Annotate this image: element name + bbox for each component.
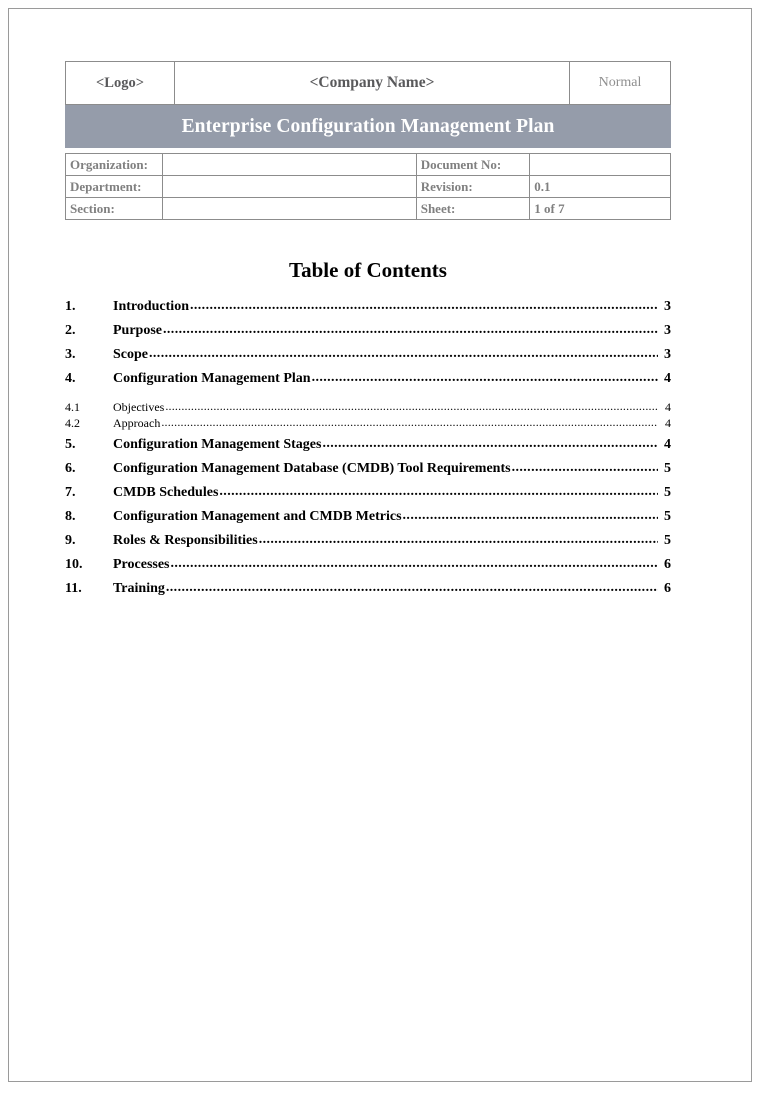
toc-entry-number: 9. xyxy=(65,533,76,548)
toc-entry-title: Configuration Management Stages xyxy=(113,437,322,452)
toc-entry-page-number: 4 xyxy=(665,416,671,430)
toc-entry-title: Objectives xyxy=(113,400,165,414)
toc-entry[interactable] xyxy=(65,581,671,605)
toc-entry[interactable] xyxy=(65,347,671,371)
organization-value xyxy=(163,154,416,176)
toc-entry[interactable] xyxy=(65,461,671,485)
table-of-contents-heading: Table of Contents xyxy=(289,258,447,282)
toc-dot-leader xyxy=(219,484,658,500)
toc-dot-leader xyxy=(312,370,658,386)
toc-entry-number: 2. xyxy=(65,323,76,338)
document-no-label: Document No: xyxy=(416,154,530,176)
toc-entry[interactable] xyxy=(65,323,671,347)
toc-entry-number: 8. xyxy=(65,509,76,524)
toc-entry[interactable] xyxy=(65,400,671,416)
toc-entry-number: 1. xyxy=(65,299,76,314)
toc-entry-number: 10. xyxy=(65,557,83,572)
toc-entry-title: Approach xyxy=(113,416,161,430)
department-value xyxy=(163,176,416,198)
company-name-cell: <Company Name> xyxy=(175,62,570,105)
section-label: Section: xyxy=(66,198,163,220)
sheet-label: Sheet: xyxy=(416,198,530,220)
toc-entry-title: Configuration Management and CMDB Metrics xyxy=(113,509,402,524)
toc-entry-title: Purpose xyxy=(113,323,162,338)
toc-entry-page-number: 3 xyxy=(664,323,671,338)
toc-entry-title: Processes xyxy=(113,557,170,572)
toc-entry-number: 6. xyxy=(65,461,76,476)
toc-entry-title: Roles & Responsibilities xyxy=(113,533,258,548)
toc-dot-leader xyxy=(166,580,658,596)
table-of-contents-list xyxy=(65,299,671,605)
logo-cell: <Logo> xyxy=(66,62,175,105)
toc-entry[interactable] xyxy=(65,416,671,432)
toc-entry-number: 5. xyxy=(65,437,76,452)
toc-entry-title: Scope xyxy=(113,347,148,362)
toc-entry-page-number: 4 xyxy=(664,371,671,386)
revision-value: 0.1 xyxy=(530,176,671,198)
toc-dot-leader xyxy=(161,415,658,430)
toc-dot-leader xyxy=(403,508,658,524)
toc-entry-number: 7. xyxy=(65,485,76,500)
page-content xyxy=(65,61,671,605)
toc-dot-leader xyxy=(190,298,658,314)
toc-entry-number: 4.1 xyxy=(65,400,80,414)
toc-entry-title: Configuration Management Plan xyxy=(113,371,311,386)
toc-entry-title: Configuration Management Database (CMDB) Tool Requirements xyxy=(113,461,511,476)
toc-dot-leader xyxy=(163,322,658,338)
toc-entry-page-number: 5 xyxy=(664,533,671,548)
toc-entry[interactable] xyxy=(65,437,671,461)
table-row xyxy=(66,176,671,198)
toc-entry-title: Training xyxy=(113,581,165,596)
toc-dot-leader xyxy=(322,436,658,452)
toc-entry-page-number: 5 xyxy=(664,461,671,476)
document-header-table xyxy=(65,61,671,105)
classification-cell: Normal xyxy=(570,62,671,105)
section-value xyxy=(163,198,416,220)
toc-entry-title: CMDB Schedules xyxy=(113,485,219,500)
toc-entry[interactable] xyxy=(65,557,671,581)
toc-dot-leader xyxy=(149,346,658,362)
toc-entry[interactable] xyxy=(65,485,671,509)
document-no-value xyxy=(530,154,671,176)
document-page xyxy=(8,8,752,1082)
toc-entry-number: 11. xyxy=(65,581,82,596)
toc-entry-page-number: 6 xyxy=(664,581,671,596)
toc-entry[interactable] xyxy=(65,509,671,533)
toc-dot-leader xyxy=(259,532,658,548)
revision-label: Revision: xyxy=(416,176,530,198)
toc-dot-leader xyxy=(165,399,658,414)
toc-entry-page-number: 3 xyxy=(664,347,671,362)
toc-entry[interactable] xyxy=(65,371,671,395)
table-row xyxy=(66,198,671,220)
organization-label: Organization: xyxy=(66,154,163,176)
document-meta-table xyxy=(65,153,671,220)
toc-entry-page-number: 5 xyxy=(664,509,671,524)
toc-entry-page-number: 6 xyxy=(664,557,671,572)
toc-entry-title: Introduction xyxy=(113,299,189,314)
toc-entry-page-number: 3 xyxy=(664,299,671,314)
toc-entry-number: 4.2 xyxy=(65,416,80,430)
department-label: Department: xyxy=(66,176,163,198)
document-title: Enterprise Configuration Management Plan xyxy=(181,115,555,137)
document-title-banner xyxy=(65,105,671,148)
toc-dot-leader xyxy=(171,556,659,572)
toc-dot-leader xyxy=(512,460,658,476)
toc-entry-number: 4. xyxy=(65,371,76,386)
sheet-value: 1 of 7 xyxy=(530,198,671,220)
toc-entry-number: 3. xyxy=(65,347,76,362)
toc-entry-page-number: 4 xyxy=(664,437,671,452)
toc-entry-page-number: 5 xyxy=(664,485,671,500)
toc-entry[interactable] xyxy=(65,533,671,557)
toc-entry[interactable] xyxy=(65,299,671,323)
header-row xyxy=(66,62,671,105)
table-row xyxy=(66,154,671,176)
toc-entry-page-number: 4 xyxy=(665,400,671,414)
